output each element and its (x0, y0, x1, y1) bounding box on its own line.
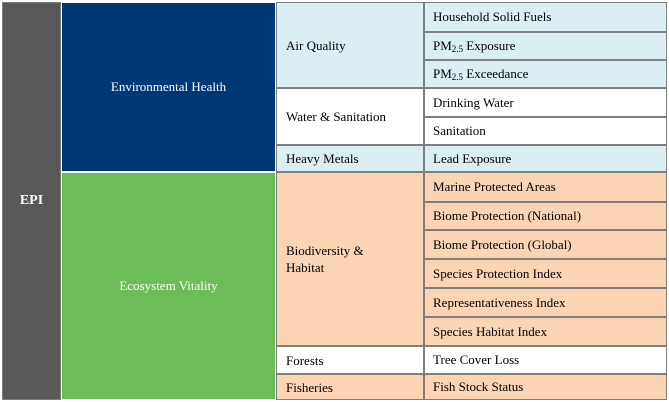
indicator-biome-protection-national (424, 202, 667, 230)
environmental-health-label: Environmental Health (110, 79, 227, 94)
indicator-marine-protected-areas (424, 172, 667, 202)
indicator-household-solid-fuels (424, 2, 667, 32)
category-forests (276, 346, 424, 374)
indicator-label: Tree Cover Loss (433, 352, 520, 367)
indicator-label: $PM_{2.5}$ Exposure (433, 38, 516, 54)
indicator-species-habitat-index (424, 317, 667, 346)
indicator-pm25-exceedance (424, 60, 667, 88)
category-heavy-metals (276, 145, 424, 172)
indicator-label: Sanitation (433, 123, 486, 138)
indicator-label: Household Solid Fuels (433, 9, 552, 24)
indicator-label: Species Habitat Index (433, 323, 548, 339)
indicator-pm25-exposure (424, 32, 667, 60)
category-label: Biodiversity & Habitat (286, 243, 364, 275)
ecosystem-vitality-label: Ecosystem Vitality (119, 278, 218, 293)
indicator-label: Marine Protected Areas (433, 179, 556, 194)
indicator-fish-stock-status (424, 374, 667, 400)
indicator-label: Species Protection Index (433, 265, 563, 281)
indicator-sanitation (424, 117, 667, 145)
category-air-quality (276, 2, 424, 88)
indicator-tree-cover-loss (424, 346, 667, 374)
indicator-label: Representativeness Index (433, 294, 566, 310)
indicator-label: $PM_{2.5}$ Exceedance (433, 66, 529, 82)
category-biodiversity-habitat (276, 172, 424, 346)
indicator-label: Fish Stock Status (433, 379, 524, 394)
category-water-sanitation (276, 88, 424, 145)
indicator-biome-protection-global (424, 230, 667, 259)
epi-root-box (2, 2, 61, 400)
indicator-label: Biome Protection (Global) (433, 236, 572, 252)
environmental-health-box (61, 2, 276, 172)
indicator-label: Biome Protection (National) (433, 208, 582, 223)
ecosystem-vitality-box (61, 172, 276, 400)
indicator-label: Drinking Water (433, 94, 514, 110)
epi-label: EPI (19, 193, 44, 208)
category-label: Heavy Metals (286, 151, 359, 166)
category-label: Water & Sanitation (286, 109, 387, 124)
category-label: Air Quality (286, 37, 346, 53)
category-label: Forests (286, 352, 324, 368)
indicator-lead-exposure (424, 145, 667, 172)
category-label: Fisheries (286, 379, 333, 395)
category-fisheries (276, 374, 424, 400)
indicator-label: Lead Exposure (433, 150, 512, 166)
indicator-drinking-water (424, 88, 667, 117)
indicator-species-protection-index (424, 259, 667, 288)
indicator-representativeness-index (424, 288, 667, 317)
